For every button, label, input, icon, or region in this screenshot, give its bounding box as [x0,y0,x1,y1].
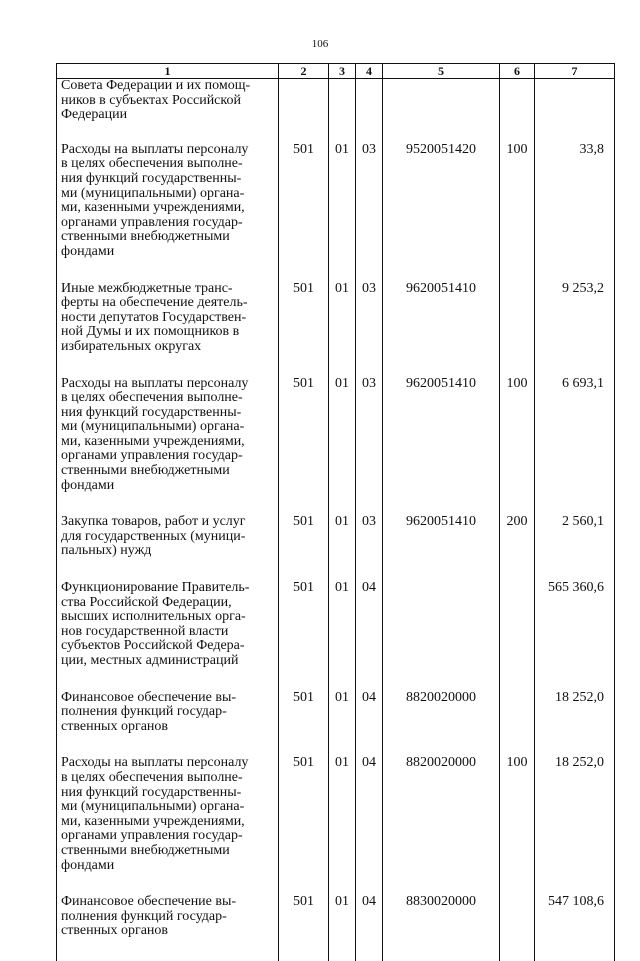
row-name [57,282,279,377]
row-section-code [329,515,356,581]
row-section-code [329,377,356,516]
row-amount [535,79,615,143]
row-amount-text: 18 252,0 [555,689,604,705]
row-name-text: Финансовое обеспечение вы- полнения функций государ- ственных органов [61,894,237,939]
row-target-article [383,143,500,282]
row-expense-type [500,581,535,691]
row-expense-type-text: 100 [506,141,528,157]
row-subsection-code [356,377,383,516]
row-section-code-text: 01 [335,141,349,157]
row-ved-code-text: 501 [293,514,314,530]
row-subsection-code [356,581,383,691]
row-subsection-code-text: 03 [362,280,376,296]
row-target-article-text: 9520051420 [406,141,476,157]
row-amount-text: 9 253,2 [562,280,604,296]
header-col-7: 7 [535,64,615,79]
row-ved-code-text: 501 [293,755,314,771]
row-target-article [383,581,500,691]
row-ved-code-text: 501 [293,580,314,596]
row-target-article [383,79,500,143]
row-subsection-code [356,282,383,377]
budget-table [56,63,615,961]
row-ved-code [279,756,329,895]
row-ved-code [279,143,329,282]
row-amount-text: 565 360,6 [548,580,604,596]
row-subsection-code [356,691,383,757]
row-amount [535,691,615,757]
row-amount [535,143,615,282]
row-name-text: Иные межбюджетные транс- ферты на обеспечение деятель- ности депутатов Государствен- ной Думы и их помощников в избирательных округах [61,280,248,354]
row-ved-code [279,581,329,691]
page-number: 106 [311,38,329,50]
row-subsection-code-text: 04 [362,689,376,705]
row-expense-type-text: 200 [506,514,528,530]
table-row [57,515,615,581]
header-col-5: 5 [383,64,500,79]
row-name-text: Расходы на выплаты персоналу в целях обеспечения выполне- ния функций государственны- ми (муниципальными) органа- ми, казенными учреждениями, органами управления государ- ственными внебюджетными фондами [61,141,249,259]
row-section-code-text: 01 [335,689,349,705]
row-amount [535,282,615,377]
row-name [57,143,279,282]
row-target-article [383,515,500,581]
row-amount [535,756,615,895]
row-target-article-text: 8820020000 [406,755,476,771]
row-target-article [383,691,500,757]
row-subsection-code-text: 03 [362,141,376,157]
row-amount-text: 6 693,1 [562,375,604,391]
row-target-article-text: 9620051410 [406,375,476,391]
row-name-text: Расходы на выплаты персоналу в целях обеспечения выполне- ния функций государственны- ми (муниципальными) органа- ми, казенными учреждениями, органами управления государ- ственными внебюджетными фондами [61,755,249,873]
row-amount-text: 547 108,6 [548,894,604,910]
row-subsection-code [356,79,383,143]
row-target-article [383,377,500,516]
table-row [57,691,615,757]
row-target-article [383,282,500,377]
table-row [57,282,615,377]
row-name-text: Финансовое обеспечение вы- полнения функций государ- ственных органов [61,689,237,734]
row-subsection-code-text: 03 [362,514,376,530]
row-target-article-text: 9620051410 [406,280,476,296]
row-amount [535,581,615,691]
table-row [57,377,615,516]
row-section-code-text: 01 [335,514,349,530]
row-subsection-code-text: 03 [362,375,376,391]
row-ved-code [279,79,329,143]
row-name-text: Расходы на выплаты персоналу в целях обеспечения выполне- ния функций государственны- ми (муниципальными) органа- ми, казенными учреждениями, органами управления государ- ственными внебюджетными фондами [61,375,249,493]
row-target-article-text: 8820020000 [406,689,476,705]
row-section-code [329,756,356,895]
row-expense-type [500,282,535,377]
header-col-4: 4 [356,64,383,79]
row-section-code-text: 01 [335,375,349,391]
row-subsection-code-text: 04 [362,894,376,910]
header-row [57,64,615,79]
row-amount-text: 18 252,0 [555,755,604,771]
table-row [57,79,615,143]
row-name [57,79,279,143]
header-col-2: 2 [279,64,329,79]
row-expense-type [500,143,535,282]
row-section-code [329,691,356,757]
row-target-article-text: 8830020000 [406,894,476,910]
row-name-text: Совета Федерации и их помощ- ников в субъектах Российской Федерации [61,78,251,123]
row-ved-code [279,377,329,516]
row-subsection-code [356,515,383,581]
row-section-code [329,79,356,143]
row-expense-type [500,515,535,581]
row-expense-type [500,691,535,757]
row-section-code [329,143,356,282]
row-ved-code-text: 501 [293,894,314,910]
row-target-article-text: 9620051410 [406,514,476,530]
row-name [57,756,279,895]
row-name-text: Функционирование Правитель- ства Российской Федерации, высших исполнительных орга- нов государственной власти субъектов Российской Федера- ции, местных администраций [61,580,250,668]
row-amount-text: 2 560,1 [562,514,604,530]
table-row [57,143,615,282]
row-section-code-text: 01 [335,755,349,771]
row-ved-code-text: 501 [293,280,314,296]
row-expense-type [500,756,535,895]
table-row [57,756,615,895]
row-ved-code [279,515,329,581]
row-expense-type [500,79,535,143]
row-section-code [329,581,356,691]
header-col-1: 1 [57,64,279,79]
row-amount [535,515,615,581]
table-row [57,581,615,691]
row-name [57,515,279,581]
row-name [57,377,279,516]
row-expense-type [500,377,535,516]
row-subsection-code-text: 04 [362,755,376,771]
row-amount [535,377,615,516]
row-section-code-text: 01 [335,280,349,296]
row-subsection-code [356,756,383,895]
row-target-article [383,756,500,895]
row-ved-code [279,691,329,757]
row-section-code-text: 01 [335,894,349,910]
row-expense-type-text: 100 [506,375,528,391]
row-section-code [329,282,356,377]
row-name-text: Закупка товаров, работ и услуг для государственных (муници- пальных) нужд [61,514,246,559]
row-ved-code-text: 501 [293,141,314,157]
row-name [57,691,279,757]
header-col-3: 3 [329,64,356,79]
row-section-code-text: 01 [335,580,349,596]
row-amount-text: 33,8 [579,141,604,157]
row-expense-type-text: 100 [506,755,528,771]
row-ved-code-text: 501 [293,375,314,391]
row-subsection-code [356,143,383,282]
row-ved-code [279,282,329,377]
row-ved-code-text: 501 [293,689,314,705]
row-name [57,581,279,691]
row-subsection-code-text: 04 [362,580,376,596]
header-col-6: 6 [500,64,535,79]
